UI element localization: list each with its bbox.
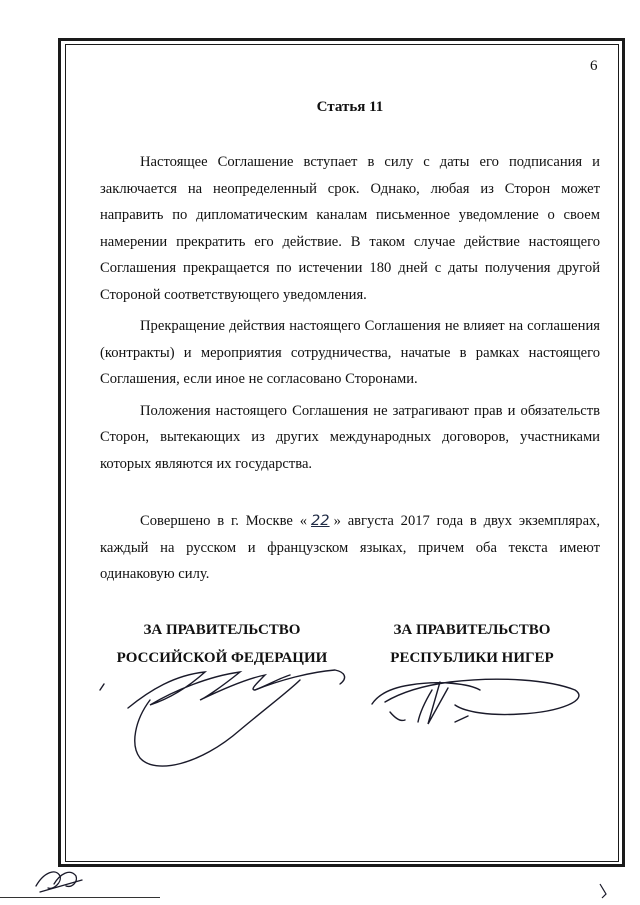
- article-paragraph-1: Настоящее Соглашение вступает в силу с даты его подписания и заключается на неопределенный срок. Однако, любая из Сторон может направить по дипломатическим каналам письменное уведомление о своем намерении прекратить его действие. В таком случае действие настоящего Соглашения прекращается по истечении 180 дней с даты получения другой Стороной соответствующего уведомления.: [100, 154, 600, 303]
- corner-mark: [600, 884, 606, 898]
- signature-left: [100, 670, 345, 766]
- signatory-left-line1: ЗА ПРАВИТЕЛЬСТВО: [143, 622, 301, 638]
- closing-text-start: Совершено в г. Москве «: [140, 513, 307, 529]
- closing-day-handwritten: 22: [311, 512, 330, 529]
- signatory-right-line2: РЕСПУБЛИКИ НИГЕР: [390, 650, 554, 666]
- signatory-right-line1: ЗА ПРАВИТЕЛЬСТВО: [393, 622, 551, 638]
- signature-right: [372, 679, 579, 724]
- article-heading: Статья 11: [316, 99, 384, 115]
- initials-mark: [36, 872, 82, 892]
- bottom-rule: [0, 897, 160, 898]
- page-number: 6: [590, 58, 598, 74]
- signatory-left-line2: РОССИЙСКОЙ ФЕДЕРАЦИИ: [116, 650, 328, 666]
- article-paragraph-2: Прекращение действия настоящего Соглашения не влияет на соглашения (контракты) и мероприятия сотрудничества, начатые в рамках настоящего Соглашения, если иное не согласовано Сторонами.: [100, 318, 600, 387]
- closing-text-end: » августа 2017 года в двух экземплярах, каждый на русском и французском языках, причем оба текста имеют одинаковую силу.: [100, 513, 600, 582]
- article-paragraph-3: Положения настоящего Соглашения не затрагивают прав и обязательств Сторон, вытекающих из других международных договоров, участниками которых являются их государства.: [100, 402, 600, 472]
